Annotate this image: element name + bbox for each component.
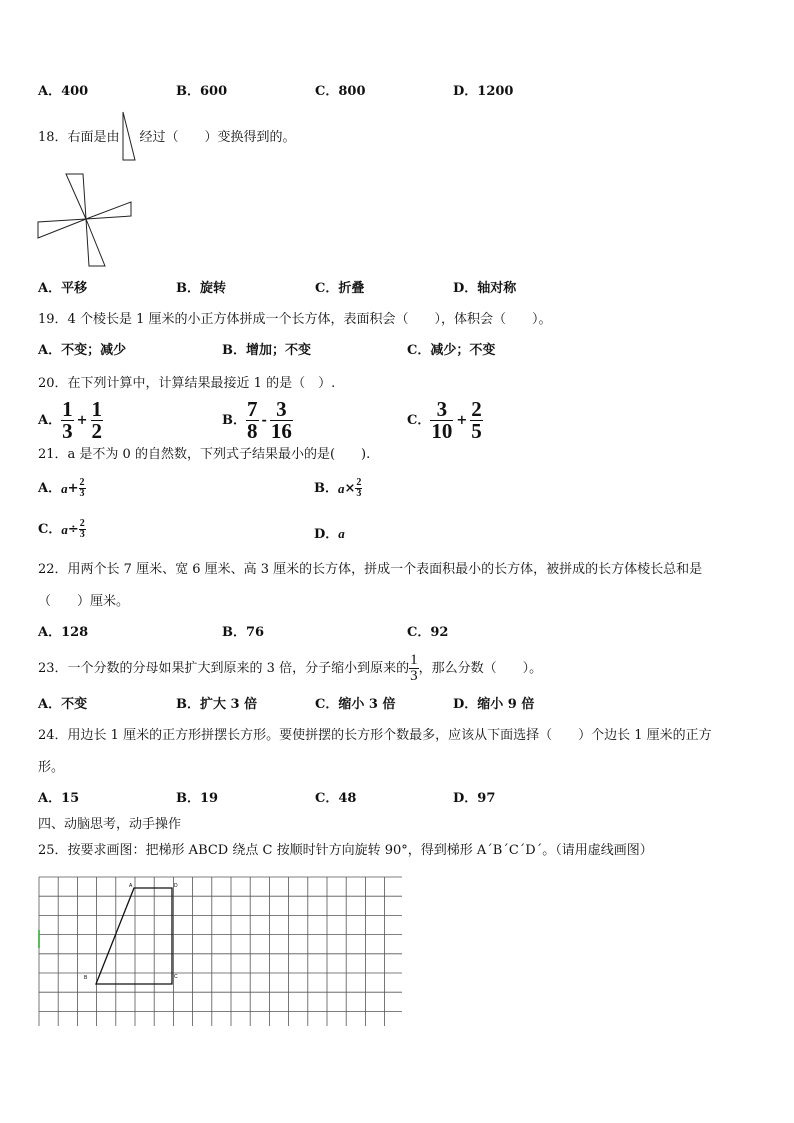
q23-text-post: ，那么分数（ ）。 — [418, 660, 543, 676]
q21-a-fraction: $\frac{2}{3}$ — [79, 477, 85, 499]
vertex-label-c: C — [174, 974, 178, 980]
q24-option-d[interactable]: D．97 — [453, 791, 496, 806]
q19-option-b[interactable]: B．增加；不变 — [222, 343, 311, 358]
q18-text-pre: 18．右面是由 — [38, 130, 120, 145]
q21-d-variable: a — [338, 526, 345, 541]
q20-b-operator: - — [261, 412, 267, 428]
q23-question — [38, 653, 542, 684]
q24-option-a[interactable]: A．15 — [38, 791, 80, 806]
q20-a-fraction-2: $\frac{1}{2}$ — [91, 397, 102, 443]
q20-option-c[interactable] — [407, 399, 483, 442]
q21-option-a[interactable] — [38, 478, 86, 499]
q20-option-c-label: C． — [407, 412, 431, 428]
q20-a-operator: + — [76, 412, 88, 428]
q19-option-c[interactable]: C．减少；不变 — [407, 343, 496, 358]
q18-option-c[interactable]: C．折叠 — [315, 281, 365, 296]
vertex-label-b: B — [84, 975, 88, 981]
q21-option-a-label: A． — [38, 480, 62, 496]
q18-option-b[interactable]: B．旋转 — [176, 281, 226, 296]
q22-option-a[interactable]: A．128 — [38, 625, 89, 640]
q23-option-b[interactable]: B．扩大 3 倍 — [176, 697, 258, 712]
q21-b-fraction: $\frac{2}{3}$ — [356, 477, 362, 499]
q25-question: 25．按要求画图：把梯形 ABCD 绕点 C 按顺时针方向旋转 90°，得到梯形 A´B´C´D´。（请用虚线画图） — [38, 843, 653, 858]
q20-c-fraction-1: $\frac{3}{10}$ — [431, 397, 453, 443]
q24-option-c[interactable]: C．48 — [315, 791, 357, 806]
q19-question: 19．4 个棱长是 1 厘米的小正方体拼成一个长方体，表面积会（ ），体积会（ ）。 — [38, 312, 552, 327]
q20-question: 20．在下列计算中，计算结果最接近 1 的是（ ）. — [38, 376, 336, 391]
q25-drawing-grid[interactable] — [36, 874, 402, 1026]
q23-option-a[interactable]: A．不变 — [38, 697, 88, 712]
q20-option-a[interactable] — [38, 399, 103, 442]
q18-question — [38, 130, 296, 146]
q18-option-a[interactable]: A．平移 — [38, 281, 88, 296]
q21-c-variable: a — [61, 521, 68, 537]
q20-option-a-label: A． — [38, 412, 62, 428]
q24-option-b[interactable]: B．19 — [176, 791, 219, 806]
q23-fraction: $\frac{1}{3}$ — [410, 652, 418, 684]
q21-b-variable: a — [338, 480, 345, 496]
q21-c-fraction: $\frac{2}{3}$ — [79, 518, 85, 540]
q18-text-post: 经过（ ）变换得到的。 — [139, 130, 296, 145]
q17-option-b[interactable]: B．600 — [176, 84, 228, 99]
q17-option-a[interactable]: A．400 — [38, 84, 89, 99]
q22-question-line2: （ ）厘米。 — [38, 594, 130, 609]
q20-option-b[interactable] — [222, 399, 293, 442]
q20-a-fraction-1: $\frac{1}{3}$ — [62, 397, 73, 443]
q21-a-operator: + — [67, 480, 79, 496]
trapezoid-abcd — [96, 888, 172, 984]
q21-option-b-label: B． — [314, 480, 338, 496]
q21-option-c[interactable] — [38, 519, 86, 540]
q21-b-operator: × — [344, 480, 356, 496]
q20-b-fraction-1: $\frac{7}{8}$ — [247, 397, 258, 443]
q24-question-line2: 形。 — [38, 760, 65, 775]
q24-question-line1: 24．用边长 1 厘米的正方形拼摆长方形。要使拼摆的长方形个数最多，应该从下面选择（ ）个边长 1 厘米的正方 — [38, 728, 712, 743]
q18-option-d[interactable]: D．轴对称 — [453, 281, 517, 296]
q21-option-d-label: D． — [314, 527, 339, 542]
q21-option-d[interactable] — [314, 526, 345, 543]
q18-pinwheel-figure — [36, 172, 136, 270]
q23-option-d[interactable]: D．缩小 9 倍 — [453, 697, 535, 712]
q21-option-c-label: C． — [38, 521, 62, 537]
q22-question-line1: 22．用两个长 7 厘米、宽 6 厘米、高 3 厘米的长方体，拼成一个表面积最小的长方体，被拼成的长方体棱长总和是 — [38, 562, 703, 577]
q21-c-operator: ÷ — [67, 521, 79, 537]
q21-question: 21．a 是不为 0 的自然数，下列式子结果最小的是( ). — [38, 447, 371, 462]
q19-option-a[interactable]: A．不变；减少 — [38, 343, 127, 358]
q20-c-operator: + — [456, 412, 468, 428]
q18-inline-triangle-icon — [118, 110, 138, 164]
q21-option-b[interactable] — [314, 478, 362, 499]
vertex-label-a: A — [129, 883, 133, 889]
vertex-label-d: D — [174, 883, 178, 889]
q21-a-variable: a — [61, 480, 68, 496]
q20-b-fraction-2: $\frac{3}{16}$ — [270, 397, 292, 443]
q23-text-pre: 23．一个分数的分母如果扩大到原来的 3 倍，分子缩小到原来的 — [38, 660, 410, 676]
q20-option-b-label: B． — [222, 412, 246, 428]
grid-lines — [39, 877, 402, 1026]
q22-option-b[interactable]: B．76 — [222, 625, 265, 640]
q20-c-fraction-2: $\frac{2}{5}$ — [471, 397, 482, 443]
q17-option-c[interactable]: C．800 — [315, 84, 366, 99]
q22-option-c[interactable]: C．92 — [407, 625, 449, 640]
q23-option-c[interactable]: C．缩小 3 倍 — [315, 697, 396, 712]
q17-option-d[interactable]: D．1200 — [453, 84, 514, 99]
section-heading: 四、动脑思考，动手操作 — [38, 817, 182, 832]
